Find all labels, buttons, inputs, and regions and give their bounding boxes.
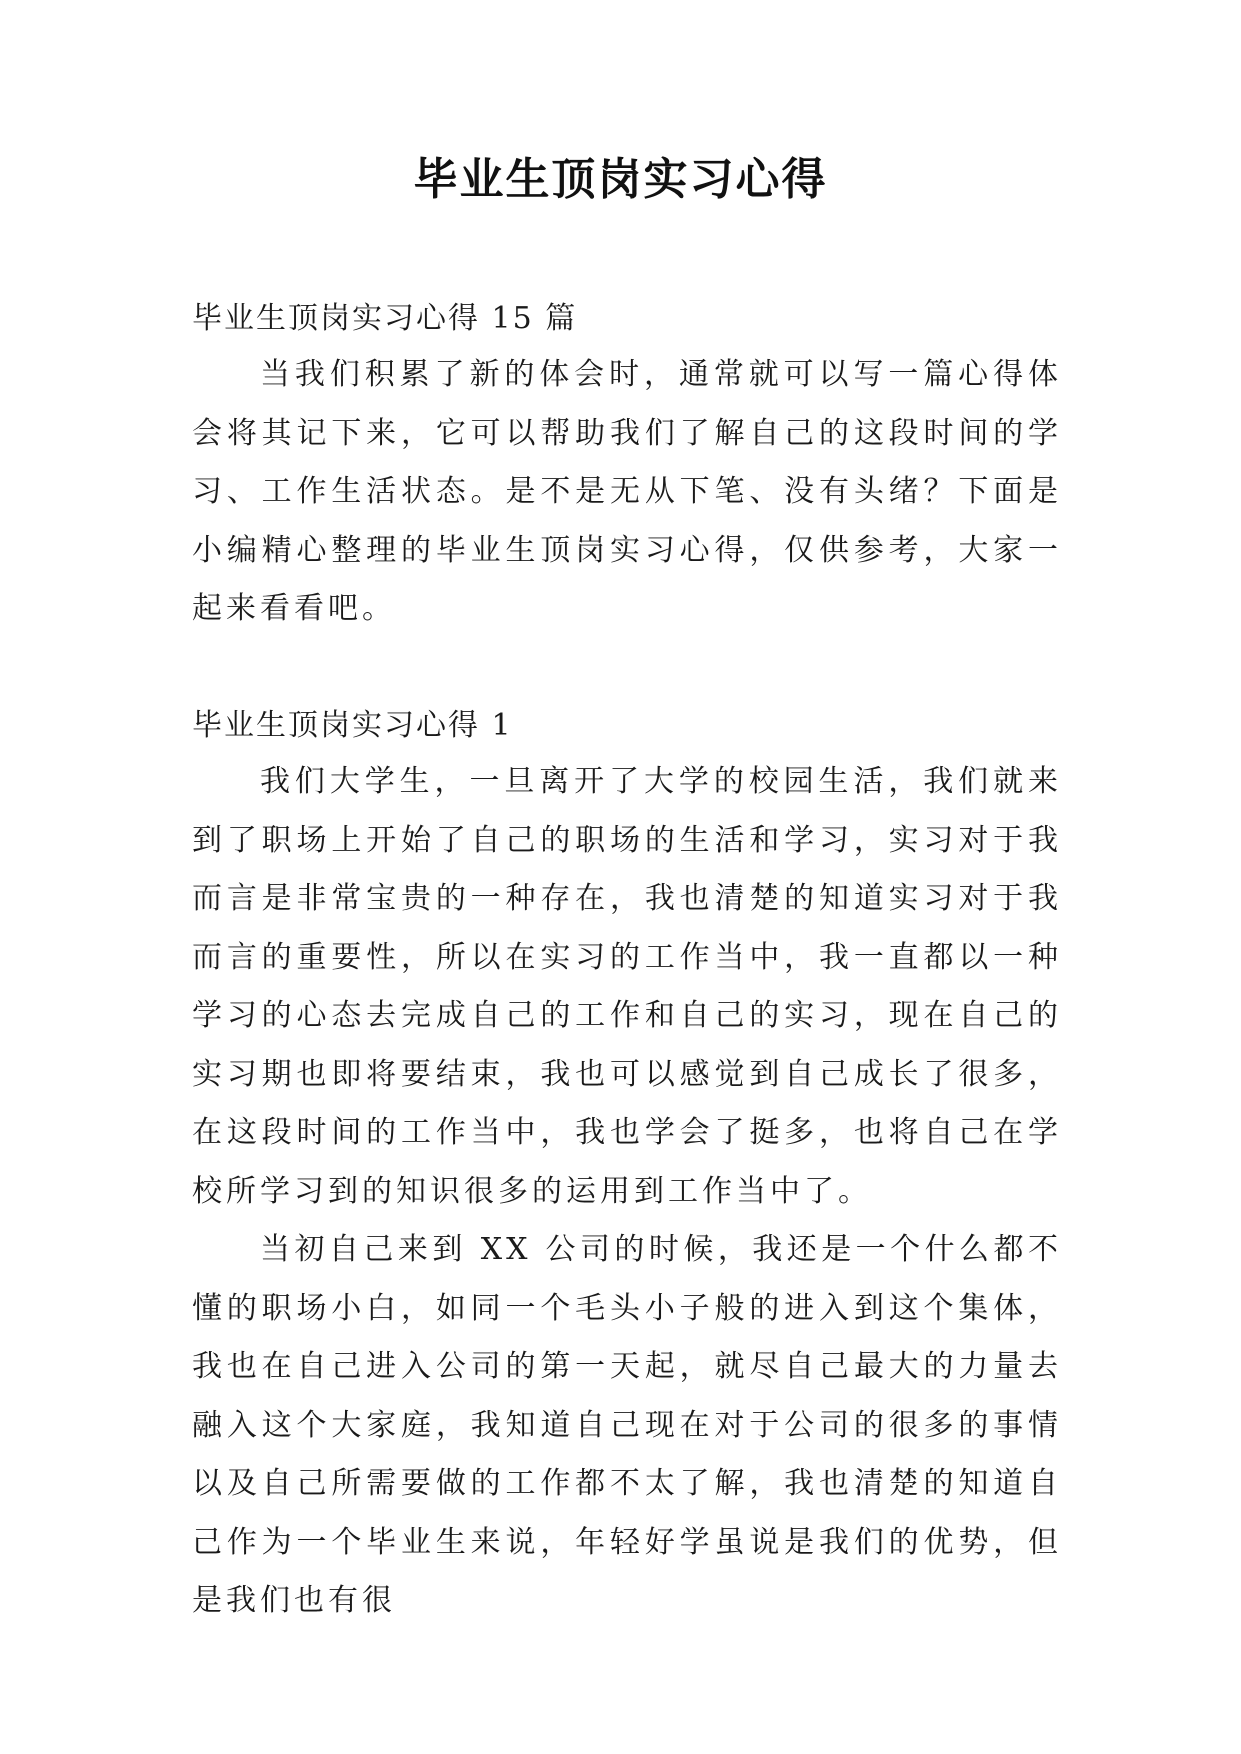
body-paragraph: 我们大学生，一旦离开了大学的校园生活，我们就来到了职场上开始了自己的职场的生活和学习，实习对于我而言是非常宝贵的一种存在，我也清楚的知道实习对于我而言的重要性，所以在实习的工作当中，我一直都以一种学习的心态去完成自己的工作和自己的实习，现在自己的实习期也即将要结束，我也可以感觉到自己成长了很多，在这段时间的工作当中，我也学会了挺多，也将自己在学校所学习到的知识很多的运用到工作当中了。	[192, 764, 1062, 1209]
intro-paragraph: 当我们积累了新的体会时，通常就可以写一篇心得体会将其记下来，它可以帮助我们了解自己的这段时间的学习、工作生活状态。是不是无从下笔、没有头绪？下面是小编精心整理的毕业生顶岗实习心得，仅供参考，大家一起来看看吧。	[192, 357, 1062, 626]
body-paragraph: 当初自己来到 XX 公司的时候，我还是一个什么都不懂的职场小白，如同一个毛头小子般的进入到这个集体，我也在自己进入公司的第一天起，就尽自己最大的力量去融入这个大家庭，我知道自己现在对于公司的很多的事情以及自己所需要做的工作都不太了解，我也清楚的知道自己作为一个毕业生来说，年轻好学虽说是我们的优势，但是我们也有很	[192, 1232, 1062, 1618]
body-paragraph-container-2	[192, 1221, 1062, 1631]
intro-paragraph-container	[192, 346, 1062, 639]
document-title: 毕业生顶岗实习心得	[413, 154, 828, 205]
body-paragraph-container-1	[192, 753, 1062, 1221]
section-heading: 毕业生顶岗实习心得 1	[192, 708, 513, 743]
document-subtitle: 毕业生顶岗实习心得 15 篇	[192, 301, 578, 336]
